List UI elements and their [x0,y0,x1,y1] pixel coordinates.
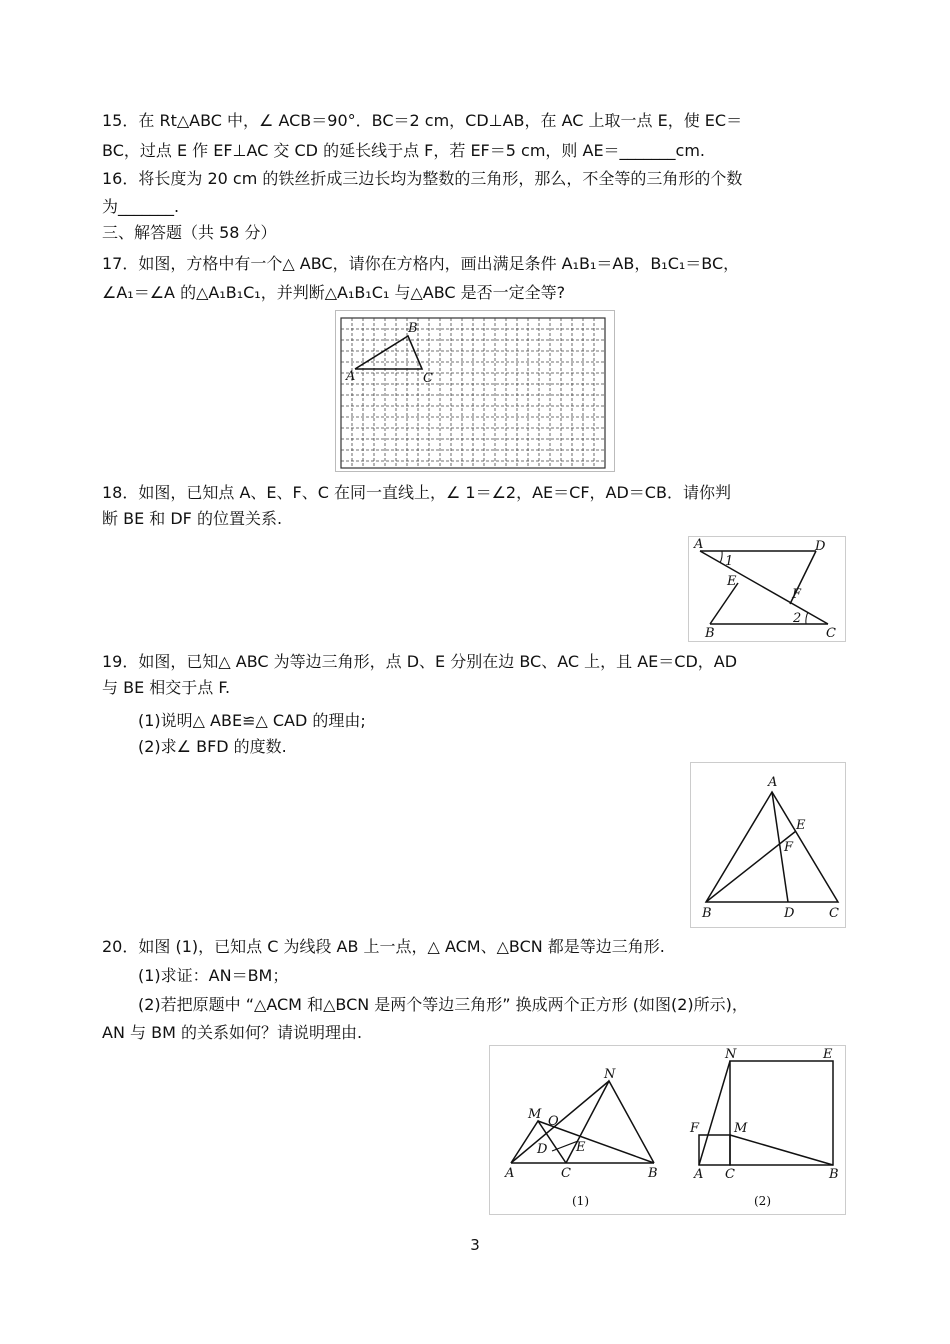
q19-label-a: A [768,775,778,790]
q20-f2-label-n: N [725,1047,737,1062]
q20-f2-label-c: C [725,1167,735,1182]
q20-f1-label-b: B [648,1166,658,1181]
q20-sub1: (1)求证：AN＝BM； [138,966,289,985]
q16-line1: 16．将长度为 20 cm 的铁丝折成三边长均为整数的三角形，那么，不全等的三角形的个数 [102,169,743,188]
q17-line2: ∠A₁＝∠A 的△A₁B₁C₁，并判断△A₁B₁C₁ 与△ABC 是否一定全等? [102,283,566,302]
q19-sub2: (2)求∠ BFD 的度数. [138,737,287,756]
q20-figure-1 [504,1067,658,1208]
q17-line1: 17．如图，方格中有一个△ ABC，请你在方格内，画出满足条件 A₁B₁＝AB，B₁C₁＝BC， [102,254,740,273]
section-header: 三、解答题（共 58 分） [102,223,277,242]
q18-label-c: C [826,626,836,641]
q20-line1: 20．如图 (1)，已知点 C 为线段 AB 上一点，△ ACM、△BCN 都是等边三角形. [102,937,665,956]
q19-line1: 19．如图，已知△ ABC 为等边三角形，点 D、E 分别在边 BC、AC 上，且 AE＝CD，AD [102,652,738,671]
q20-figure-2 [689,1047,839,1208]
q20-f1-caption: (1) [572,1194,589,1208]
q20-f1-label-a: A [505,1166,515,1181]
q20-f2-label-f: F [690,1121,700,1136]
q19-label-e: E [796,818,806,833]
q20-f2-label-m: M [734,1121,748,1136]
q19-line2: 与 BE 相交于点 F. [102,678,231,697]
q18-label-a: A [694,537,704,552]
q18-label-b: B [705,626,715,641]
q20-f1-label-e: E [576,1140,586,1155]
q19-sub1: (1)说明△ ABE≌△ CAD 的理由; [138,711,366,730]
q20-f2-label-e: E [823,1047,833,1062]
q20-f1-label-c: C [561,1166,571,1181]
q18-angle-2: 2 [793,611,802,626]
q19-figure [690,762,846,928]
q20-figures [489,1045,846,1215]
q20-sub2: (2)若把原题中 “△ACM 和△BCN 是两个等边三角形” 换成两个正方形 (如图(2)所示)， [138,995,748,1014]
q19-label-d: D [784,906,795,921]
q18-line1: 18．如图，已知点 A、E、F、C 在同一直线上，∠ 1＝∠2，AE＝CF，AD＝CB．请你判 [102,483,731,502]
q18-label-d: D [815,539,826,554]
q20-line4: AN 与 BM 的关系如何？请说明理由. [102,1023,363,1042]
q16-line2: 为_______. [102,197,180,216]
q15-line2: BC，过点 E 作 EF⊥AC 交 CD 的延长线于点 F，若 EF＝5 cm，则 AE＝_______cm. [102,141,706,160]
q20-f2-caption: (2) [754,1194,771,1208]
q17-grid-figure [335,310,615,472]
q20-f1-label-m: M [528,1107,542,1122]
q20-f1-label-o: O [548,1114,559,1129]
q17-label-a: A [346,369,356,384]
q20-f1-label-d: D [537,1142,548,1157]
q15-line1: 15．在 Rt△ABC 中，∠ ACB＝90°．BC＝2 cm，CD⊥AB，在 AC 上取一点 E，使 EC＝ [102,111,743,130]
q18-angle-1: 1 [725,554,734,569]
q18-label-e: E [727,574,737,589]
q20-f2-label-a: A [694,1167,704,1182]
q18-line2: 断 BE 和 DF 的位置关系. [102,509,283,528]
q19-label-b: B [702,906,712,921]
q20-f2-label-b: B [829,1167,839,1182]
q19-label-c: C [829,906,839,921]
q17-label-c: C [423,371,433,386]
q19-label-f: F [784,840,794,855]
q18-label-f: F [792,587,802,602]
q17-label-b: B [408,321,418,336]
q20-f1-label-n: N [604,1067,616,1082]
q18-figure [688,536,846,642]
page-number: 3 [470,1236,480,1254]
